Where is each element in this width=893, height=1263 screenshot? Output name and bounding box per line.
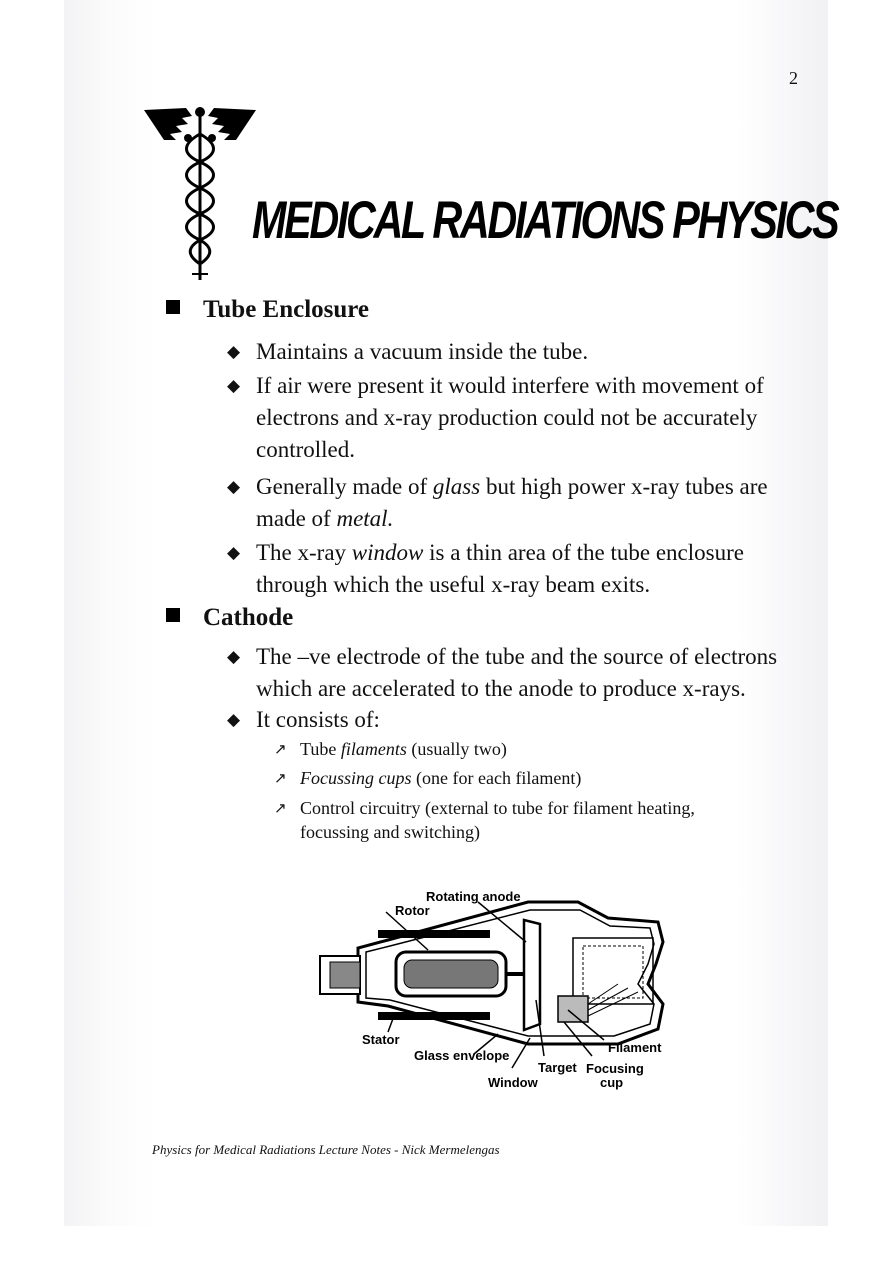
label-cup: cup	[600, 1075, 624, 1090]
diamond-bullet-icon: ◆	[227, 342, 241, 361]
list-item: ◆ Maintains a vacuum inside the tube.	[227, 336, 787, 368]
sub-list-item: ↗ Control circuitry (external to tube for filament heating, focussing and switching)	[274, 798, 695, 842]
diamond-bullet-icon: ◆	[227, 376, 241, 395]
xray-tube-diagram	[318, 884, 680, 1094]
list-item: ◆ If air were present it would interfere with movement of electrons and x-ray production could not be accurately controlled.	[227, 370, 787, 466]
label-focusing: Focusing	[586, 1061, 644, 1076]
list-item: ◆ The –ve electrode of the tube and the source of electrons which are accelerated to the anode to produce x-rays.	[227, 641, 787, 705]
label-rotor: Rotor	[395, 903, 430, 918]
arrow-up-right-icon: ↗	[274, 769, 287, 787]
diamond-bullet-icon: ◆	[227, 647, 241, 666]
section-heading-cathode: Cathode	[166, 604, 293, 632]
list-item: ◆ It consists of:	[227, 704, 787, 736]
diamond-bullet-icon: ◆	[227, 543, 241, 562]
label-rotating-anode: Rotating anode	[426, 889, 521, 904]
arrow-up-right-icon: ↗	[274, 740, 287, 758]
footer: Physics for Medical Radiations Lecture Notes - Nick Mermelengas	[152, 1142, 500, 1157]
section-heading-tube-enclosure: Tube Enclosure	[166, 296, 369, 324]
label-filament: Filament	[608, 1040, 662, 1055]
diamond-bullet-icon: ◆	[227, 477, 241, 496]
sub-list-item: ↗ Focussing cups (one for each filament)	[274, 768, 582, 788]
label-glass-envelope: Glass envelope	[414, 1048, 510, 1063]
label-target: Target	[538, 1060, 577, 1075]
label-stator: Stator	[362, 1032, 400, 1047]
page-title: MEDICAL RADIATIONS PHYSICS	[252, 191, 838, 250]
label-window: Window	[488, 1075, 538, 1090]
sub-list-item: ↗ Tube filaments (usually two)	[274, 739, 507, 759]
diamond-bullet-icon: ◆	[227, 710, 241, 729]
page-number: 2	[789, 68, 798, 88]
square-bullet-icon	[166, 300, 180, 314]
square-bullet-icon	[166, 608, 180, 622]
list-item: ◆ The x-ray window is a thin area of the tube enclosure through which the useful x-ray beam exits.	[227, 537, 787, 601]
caduceus-icon	[142, 104, 258, 282]
list-item: ◆ Generally made of glass but high power x-ray tubes are made of metal.	[227, 471, 787, 535]
arrow-up-right-icon: ↗	[274, 799, 287, 817]
